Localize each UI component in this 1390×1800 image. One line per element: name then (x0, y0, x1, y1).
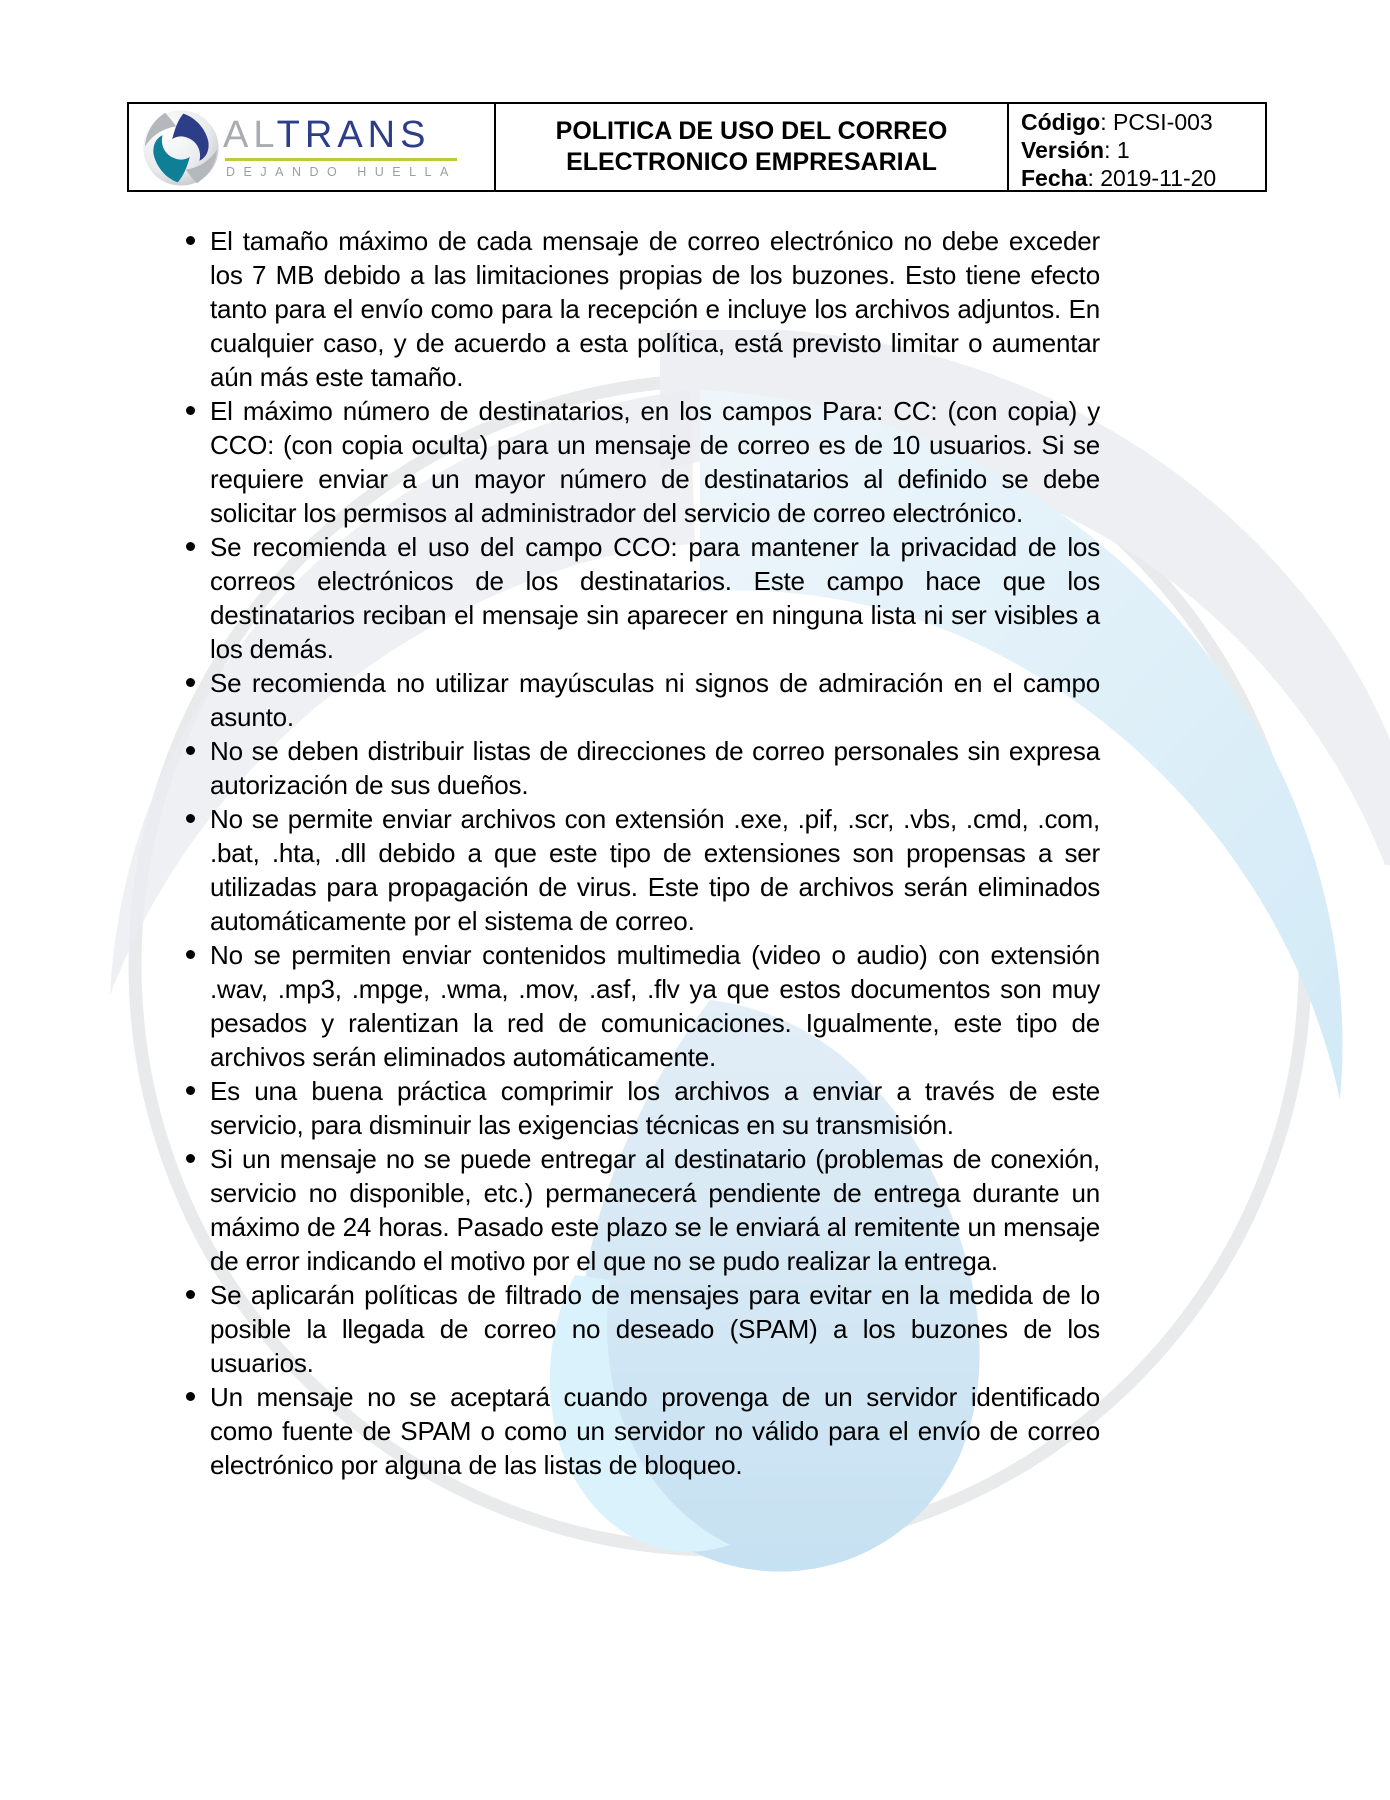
document-title-line1: POLITICA DE USO DEL CORREO (555, 117, 948, 145)
meta-cell (1009, 104, 1265, 190)
version-value: : 1 (1104, 137, 1130, 163)
policy-bullet: No se deben distribuir listas de direcciones de correo personales sin expresa autorización de sus dueños. (183, 734, 1100, 802)
policy-bullet: Un mensaje no se aceptará cuando provenga de un servidor identificado como fuente de SPAM o como un servidor no válido para el envío de correo electrónico por alguna de las listas de bloqueo. (183, 1380, 1100, 1482)
date-value: : 2019-11-20 (1087, 165, 1217, 191)
meta-row-version (1021, 136, 1265, 164)
version-label: Versión (1021, 137, 1105, 163)
logo-underline (225, 158, 457, 161)
policy-bullet: Se recomienda no utilizar mayúsculas ni signos de admiración en el campo asunto. (183, 666, 1100, 734)
document-title-line2: ELECTRONICO EMPRESARIAL (566, 148, 937, 176)
title-cell (496, 104, 1009, 190)
logo-brand-al: AL (223, 113, 277, 156)
logo-brand-trans: TRANS (276, 113, 431, 156)
code-label: Código (1021, 109, 1101, 135)
code-value: : PCSI-003 (1100, 109, 1213, 135)
policy-bullet: Se recomienda el uso del campo CCO: para mantener la privacidad de los correos electrónicos de los destinatarios. Este campo hace que los destinatarios reciban el mensaje sin aparecer en ninguna lista ni ser visibles a los demás. (183, 530, 1100, 666)
meta-row-date (1021, 164, 1265, 192)
policy-bullet: El tamaño máximo de cada mensaje de correo electrónico no debe exceder los 7 MB debido a las limitaciones propias de los buzones. Esto tiene efecto tanto para el envío como para la recepción e incluye los archivos adjuntos. En cualquier caso, y de acuerdo a esta política, está previsto limitar o aumentar aún más este tamaño. (183, 224, 1100, 394)
policy-bullet: Si un mensaje no se puede entregar al destinatario (problemas de conexión, servicio no disponible, etc.) permanecerá pendiente de entrega durante un máximo de 24 horas. Pasado este plazo se le enviará al remitente un mensaje de error indicando el motivo por el que no se pudo realizar la entrega. (183, 1142, 1100, 1278)
policy-bullet: Se aplicarán políticas de filtrado de mensajes para evitar en la medida de lo posible la llegada de correo no deseado (SPAM) a los buzones de los usuarios. (183, 1278, 1100, 1380)
logo-cell (129, 104, 496, 190)
altrans-logo (141, 106, 457, 188)
logo-text-block (223, 113, 457, 179)
altrans-sphere-icon (141, 108, 221, 188)
date-label: Fecha (1021, 165, 1088, 191)
logo-tagline: DEJANDO HUELLA (226, 164, 457, 179)
policy-bullet-list (183, 224, 1100, 1482)
logo-brand (223, 113, 457, 156)
meta-row-code (1021, 108, 1265, 136)
document-header-table (127, 102, 1267, 192)
policy-bullet: Es una buena práctica comprimir los archivos a enviar a través de este servicio, para disminuir las exigencias técnicas en su transmisión. (183, 1074, 1100, 1142)
policy-bullet: El máximo número de destinatarios, en los campos Para: CC: (con copia) y CCO: (con copia oculta) para un mensaje de correo es de 10 usuarios. Si se requiere enviar a un mayor número de destinatarios al definido se debe solicitar los permisos al administrador del servicio de correo electrónico. (183, 394, 1100, 530)
policy-bullet: No se permite enviar archivos con extensión .exe, .pif, .scr, .vbs, .cmd, .com, .bat, .hta, .dll debido a que este tipo de extensiones son propensas a ser utilizadas para propagación de virus. Este tipo de archivos serán eliminados automáticamente por el sistema de correo. (183, 802, 1100, 938)
policy-bullet: No se permiten enviar contenidos multimedia (video o audio) con extensión .wav, .mp3, .mpge, .wma, .mov, .asf, .flv ya que estos documentos son muy pesados y ralentizan la red de comunicaciones. Igualmente, este tipo de archivos serán eliminados automáticamente. (183, 938, 1100, 1074)
